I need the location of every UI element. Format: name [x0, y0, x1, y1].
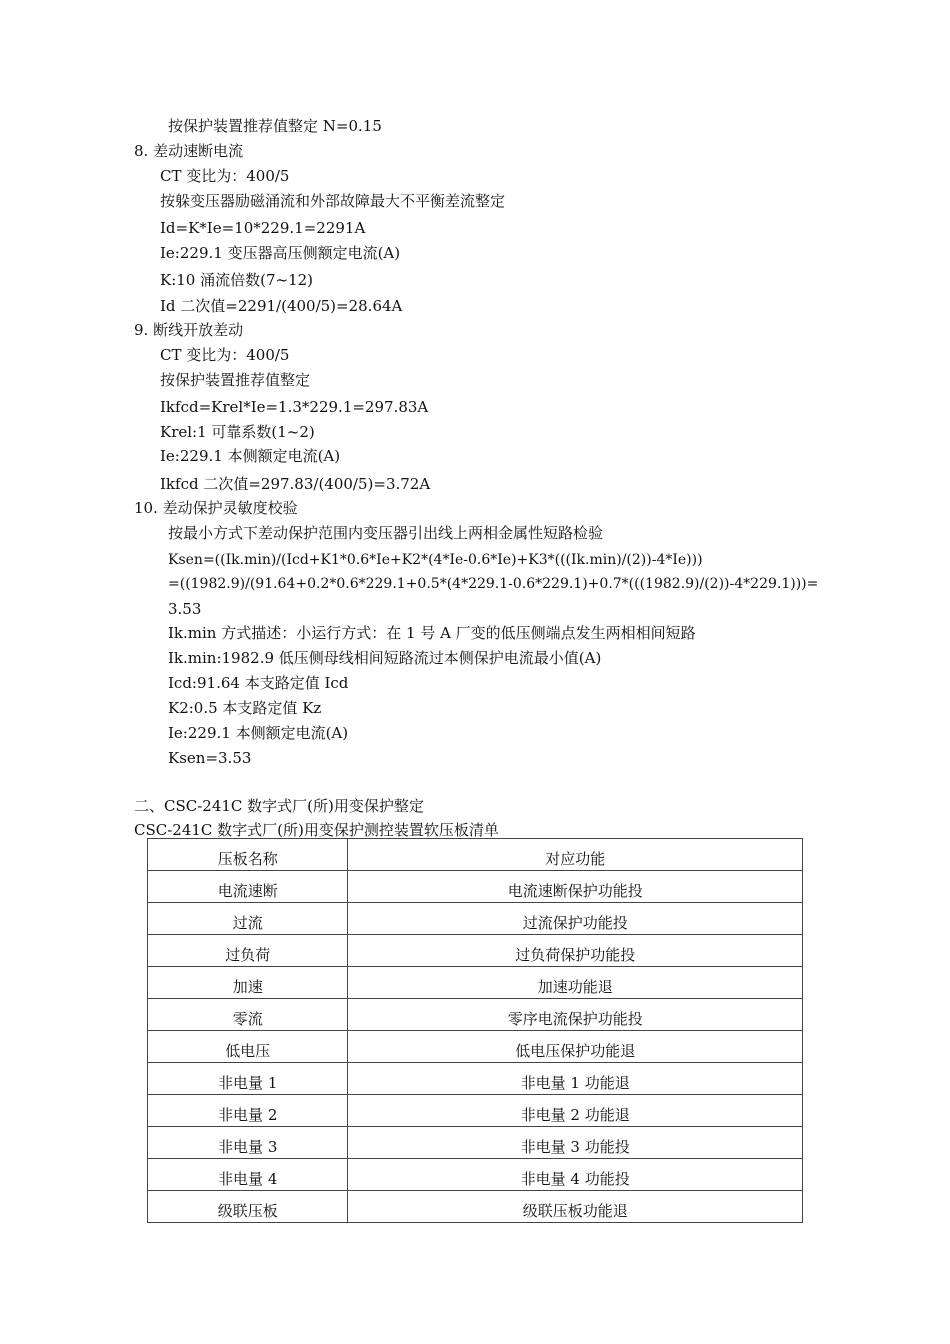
table-cell: 非电量 2 功能退 — [348, 1095, 803, 1127]
formula-line: =((1982.9)/(91.64+0.2*0.6*229.1+0.5*(4*229.1-0.6*229.1)+0.7*(((1982.9)/(2))-4*229.1)))= — [168, 576, 819, 592]
table-cell: 过流保护功能投 — [348, 903, 803, 935]
table-cell: 电流速断保护功能投 — [348, 871, 803, 903]
text-line: K:10 涌流倍数(7~12) — [160, 271, 314, 289]
table-cell: 级联压板 — [148, 1191, 348, 1223]
text-line: 按保护装置推荐值整定 N=0.15 — [168, 117, 382, 135]
section-heading: 10. 差动保护灵敏度校验 — [134, 499, 298, 517]
formula-line: Ksen=((Ik.min)/(Icd+K1*0.6*Ie+K2*(4*Ie-0.6*Ie)+K3*(((Ik.min)/(2))-4*Ie))) — [168, 552, 703, 568]
chapter-heading: 二、CSC-241C 数字式厂(所)用变保护整定 — [134, 797, 424, 815]
text-line: CT 变比为：400/5 — [160, 346, 290, 364]
text-line: Ik.min 方式描述：小运行方式：在 1 号 A 厂变的低压侧端点发生两相相间短路 — [168, 624, 696, 642]
table-cell: 加速 — [148, 967, 348, 999]
table-cell: 非电量 1 功能退 — [348, 1063, 803, 1095]
section-heading: 9. 断线开放差动 — [134, 321, 244, 339]
text-line: Ie:229.1 变压器高压侧额定电流(A) — [160, 244, 401, 262]
table-cell: 非电量 3 功能投 — [348, 1127, 803, 1159]
table-cell: 非电量 4 功能投 — [348, 1159, 803, 1191]
table-cell: 非电量 1 — [148, 1063, 348, 1095]
text-line: 按保护装置推荐值整定 — [160, 371, 311, 389]
table-cell: 零流 — [148, 999, 348, 1031]
table-cell: 非电量 2 — [148, 1095, 348, 1127]
table-cell: 加速功能退 — [348, 967, 803, 999]
table-row — [148, 1127, 803, 1159]
table-row — [148, 967, 803, 999]
text-line: 按躲变压器励磁涌流和外部故障最大不平衡差流整定 — [160, 192, 506, 210]
formula-result: Ksen=3.53 — [168, 749, 252, 767]
text-line: K2:0.5 本支路定值 Kz — [168, 699, 322, 717]
table-row — [148, 1095, 803, 1127]
table-cell: 非电量 4 — [148, 1159, 348, 1191]
formula-result: 3.53 — [168, 600, 202, 618]
table-cell: 电流速断 — [148, 871, 348, 903]
table-row — [148, 935, 803, 967]
table-header-row — [148, 839, 803, 871]
formula-line: Ikfcd 二次值=297.83/(400/5)=3.72A — [160, 475, 431, 493]
table-cell: 过负荷 — [148, 935, 348, 967]
table-cell: 低电压保护功能退 — [348, 1031, 803, 1063]
table-cell: 低电压 — [148, 1031, 348, 1063]
table-row — [148, 999, 803, 1031]
table-row — [148, 871, 803, 903]
formula-line: Id=K*Ie=10*229.1=2291A — [160, 219, 366, 237]
text-line: Krel:1 可靠系数(1~2) — [160, 423, 315, 441]
table-caption: CSC-241C 数字式厂(所)用变保护测控装置软压板清单 — [134, 821, 499, 839]
soft-plate-table — [147, 838, 803, 1223]
text-line: CT 变比为：400/5 — [160, 167, 290, 185]
text-line: 按最小方式下差动保护范围内变压器引出线上两相金属性短路检验 — [168, 524, 604, 542]
text-line: Ik.min:1982.9 低压侧母线相间短路流过本侧保护电流最小值(A) — [168, 649, 602, 667]
table-cell: 过负荷保护功能投 — [348, 935, 803, 967]
table-row — [148, 1063, 803, 1095]
text-line: Icd:91.64 本支路定值 Icd — [168, 674, 349, 692]
table-header-cell: 对应功能 — [348, 839, 803, 871]
table-cell: 零序电流保护功能投 — [348, 999, 803, 1031]
table-row — [148, 903, 803, 935]
table-row — [148, 1159, 803, 1191]
formula-line: Id 二次值=2291/(400/5)=28.64A — [160, 297, 403, 315]
text-line: Ie:229.1 本侧额定电流(A) — [168, 724, 349, 742]
table-cell: 非电量 3 — [148, 1127, 348, 1159]
table-row — [148, 1031, 803, 1063]
section-heading: 8. 差动速断电流 — [134, 142, 244, 160]
table-row — [148, 1191, 803, 1223]
table-header-cell: 压板名称 — [148, 839, 348, 871]
table-cell: 过流 — [148, 903, 348, 935]
table-cell: 级联压板功能退 — [348, 1191, 803, 1223]
formula-line: Ikfcd=Krel*Ie=1.3*229.1=297.83A — [160, 398, 429, 416]
text-line: Ie:229.1 本侧额定电流(A) — [160, 447, 341, 465]
